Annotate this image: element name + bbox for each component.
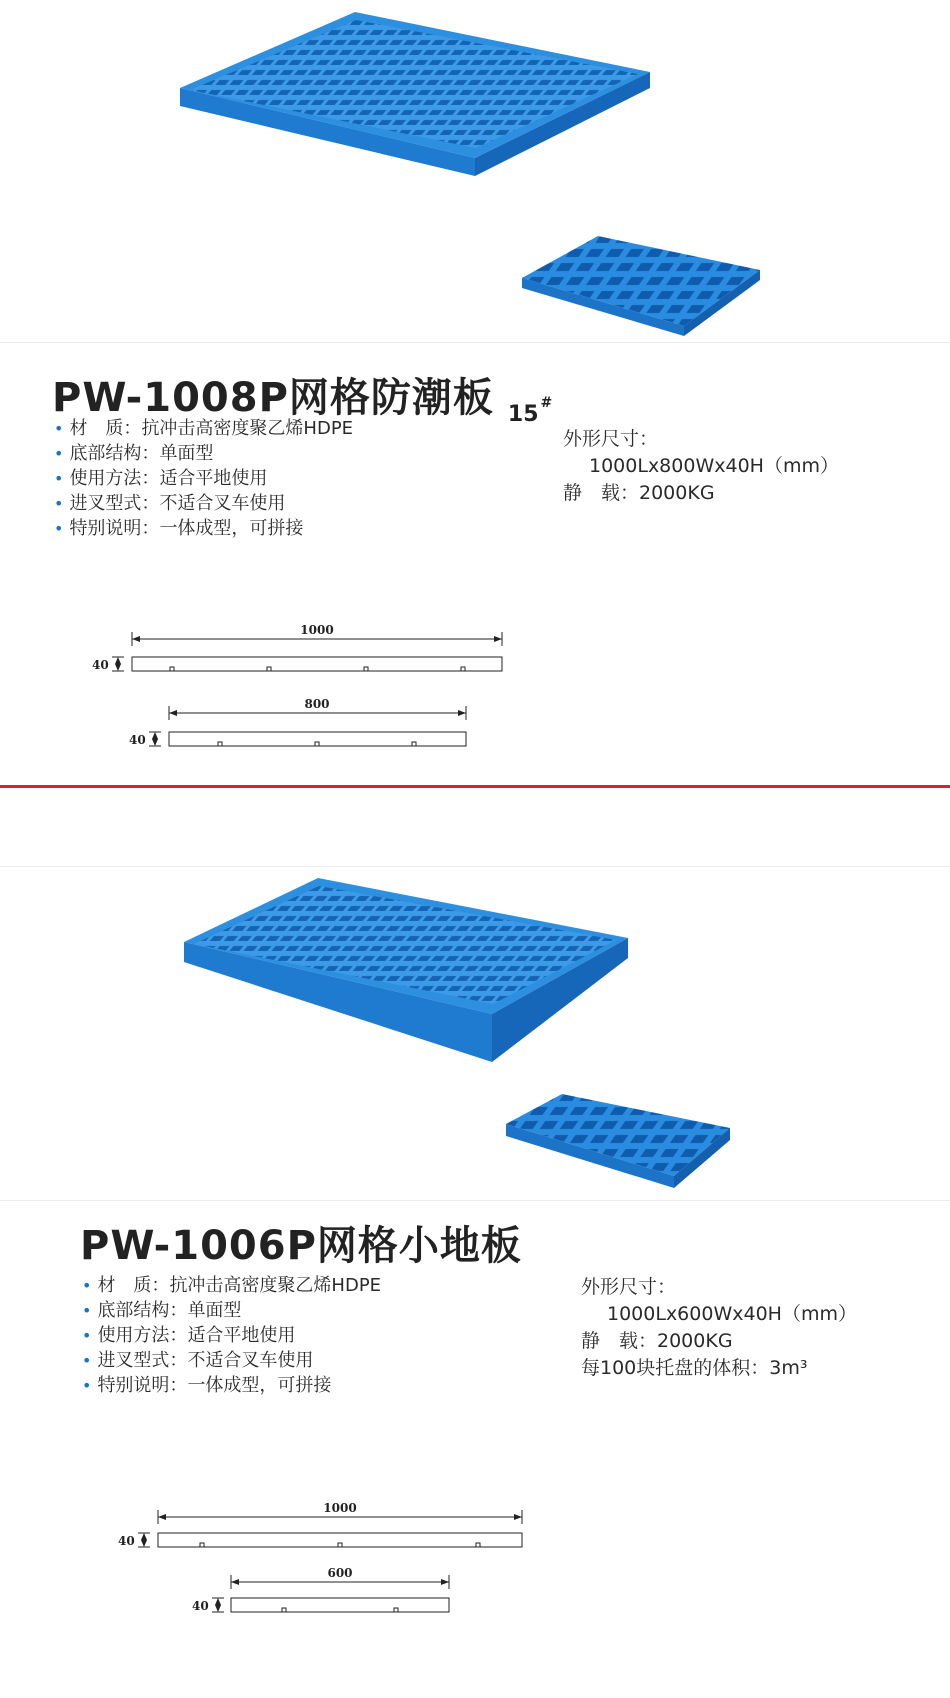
spec-value: 适合平地使用 (159, 468, 268, 489)
product-title-text: PW-1006P网格小地板 (80, 1223, 522, 1269)
height-label: 40 (192, 1599, 209, 1613)
length-label: 1000 (300, 623, 334, 637)
spec-label: 进叉型式： (97, 1350, 188, 1371)
bullet-icon: • (82, 1276, 92, 1295)
dimension-block (581, 1274, 857, 1382)
bullet-icon: • (54, 419, 64, 438)
section-divider (0, 1200, 950, 1201)
spec-value: 不适合叉车使用 (159, 493, 286, 514)
spec-value: 一体成型，可拼接 (187, 1375, 332, 1396)
product-number-value: 15 (507, 402, 539, 427)
spec-item (82, 1373, 381, 1398)
spec-label: 使用方法： (69, 468, 160, 489)
product-number-mark: # (540, 395, 553, 411)
spec-value: 适合平地使用 (187, 1325, 296, 1346)
product-title (80, 1214, 522, 1271)
spec-label: 特别说明： (97, 1375, 188, 1396)
spec-item (82, 1348, 381, 1373)
product-number (507, 395, 553, 427)
section-divider (0, 342, 950, 343)
pallet-large-image-1 (180, 8, 660, 208)
height-label: 40 (129, 733, 146, 747)
dimension-drawing (112, 1498, 532, 1626)
size-label: 外形尺寸： (581, 1276, 677, 1298)
bullet-icon: • (82, 1301, 92, 1320)
section-divider (0, 866, 950, 867)
spec-item (82, 1273, 381, 1298)
spec-label: 底部结构： (69, 443, 160, 464)
red-divider (0, 785, 950, 788)
spec-item (54, 516, 353, 541)
spec-list (54, 416, 353, 541)
size-value: 1000Lx800Wx40H（mm） (589, 455, 839, 477)
spec-list (82, 1273, 381, 1398)
width-label: 800 (304, 697, 330, 711)
volume-note: 每100块托盘的体积：3m³ (581, 1357, 808, 1379)
spec-value: 一体成型，可拼接 (159, 518, 304, 539)
pallet-small-image-1 (520, 232, 766, 342)
bullet-icon: • (54, 494, 64, 513)
spec-item (54, 466, 353, 491)
spec-label: 使用方法： (97, 1325, 188, 1346)
pallet-large-image-2 (180, 874, 640, 1070)
spec-item (54, 416, 353, 441)
bullet-icon: • (82, 1326, 92, 1345)
dimension-drawing (86, 620, 516, 750)
bullet-icon: • (54, 444, 64, 463)
spec-label: 底部结构： (97, 1300, 188, 1321)
static-load: 静 载：2000KG (563, 482, 715, 504)
height-label: 40 (92, 658, 109, 672)
bullet-icon: • (54, 519, 64, 538)
bullet-icon: • (82, 1351, 92, 1370)
dimension-block (563, 426, 839, 507)
bullet-icon: • (54, 469, 64, 488)
bullet-icon: • (82, 1376, 92, 1395)
product-title-text: PW-1008P网格防潮板 (52, 375, 494, 421)
spec-item (82, 1298, 381, 1323)
spec-label: 材 质： (69, 418, 142, 439)
spec-value: 不适合叉车使用 (187, 1350, 314, 1371)
spec-item (54, 491, 353, 516)
spec-item (82, 1323, 381, 1348)
size-label: 外形尺寸： (563, 428, 659, 450)
spec-value: 单面型 (187, 1300, 242, 1321)
spec-label: 进叉型式： (69, 493, 160, 514)
size-value: 1000Lx600Wx40H（mm） (607, 1303, 857, 1325)
spec-value: 抗冲击高密度聚乙烯HDPE (141, 418, 354, 439)
static-load: 静 载：2000KG (581, 1330, 733, 1352)
length-label: 1000 (323, 1501, 357, 1515)
pallet-small-image-2 (504, 1090, 736, 1194)
spec-item (54, 441, 353, 466)
width-label: 600 (327, 1566, 353, 1580)
spec-value: 单面型 (159, 443, 214, 464)
spec-label: 特别说明： (69, 518, 160, 539)
height-label: 40 (118, 1534, 135, 1548)
spec-value: 抗冲击高密度聚乙烯HDPE (169, 1275, 382, 1296)
spec-label: 材 质： (97, 1275, 170, 1296)
